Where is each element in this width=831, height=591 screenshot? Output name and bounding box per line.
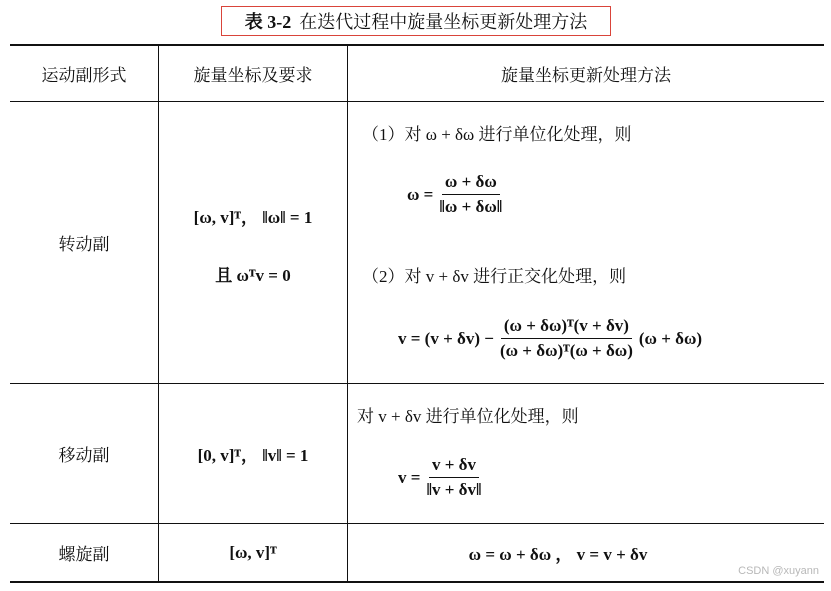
orthogonalize-lhs: v = (v + δv) −	[398, 328, 494, 348]
prismatic-requirement: [0, v]ᵀ， ‖v‖ = 1	[197, 446, 309, 465]
revolute-normalize-formula	[407, 172, 508, 217]
helical-method: ω = ω + δω ， v = v + δv	[468, 545, 648, 564]
table-title	[221, 6, 611, 36]
revolute-normalize-fraction	[436, 172, 505, 217]
revolute-step1-text: （1）对 ω + δω 进行单位化处理，则	[362, 125, 632, 144]
prismatic-method-text: 对 v + δv 进行单位化处理，则	[357, 407, 579, 426]
watermark: CSDN @xuyann	[738, 565, 819, 577]
prismatic-fraction	[423, 455, 484, 500]
table-number: 表 3-2	[244, 12, 292, 32]
prismatic-lhs: v =	[398, 467, 421, 487]
joint-type-helical: 螺旋副	[58, 545, 110, 565]
joint-type-prismatic: 移动副	[58, 446, 110, 466]
orthogonalize-fraction	[497, 316, 636, 361]
revolute-orthogonality: 且 ωᵀv = 0	[215, 265, 291, 285]
orthogonalize-tail: (ω + δω)	[638, 328, 703, 348]
column-divider-2	[347, 45, 348, 582]
header-update-method: 旋量坐标更新处理方法	[501, 66, 671, 86]
fraction-denominator: ‖v + δv‖	[426, 480, 482, 499]
revolute-step2-text: （2）对 v + δv 进行正交化处理，则	[362, 267, 627, 286]
revolute-normalize-lhs: ω =	[407, 184, 434, 204]
table-bottom-rule	[10, 581, 824, 583]
fraction-numerator: ω + δω	[442, 172, 500, 195]
joint-type-revolute: 转动副	[58, 235, 110, 255]
fraction-numerator: v + δv	[429, 455, 479, 478]
table-caption: 在迭代过程中旋量坐标更新处理方法	[299, 12, 588, 33]
header-screw-coordinates: 旋量坐标及要求	[193, 66, 313, 86]
helical-requirement: [ω, v]ᵀ	[229, 542, 277, 562]
revolute-requirement: [ω, v]ᵀ， ‖ω‖ = 1	[193, 207, 313, 227]
prismatic-normalize-formula	[398, 455, 487, 500]
fraction-denominator: (ω + δω)ᵀ(ω + δω)	[499, 341, 633, 360]
fraction-denominator: ‖ω + δω‖	[439, 197, 503, 216]
fraction-numerator: (ω + δω)ᵀ(v + δv)	[501, 316, 632, 339]
revolute-orthogonalize-formula	[398, 316, 702, 361]
header-joint-type: 运动副形式	[41, 66, 127, 86]
